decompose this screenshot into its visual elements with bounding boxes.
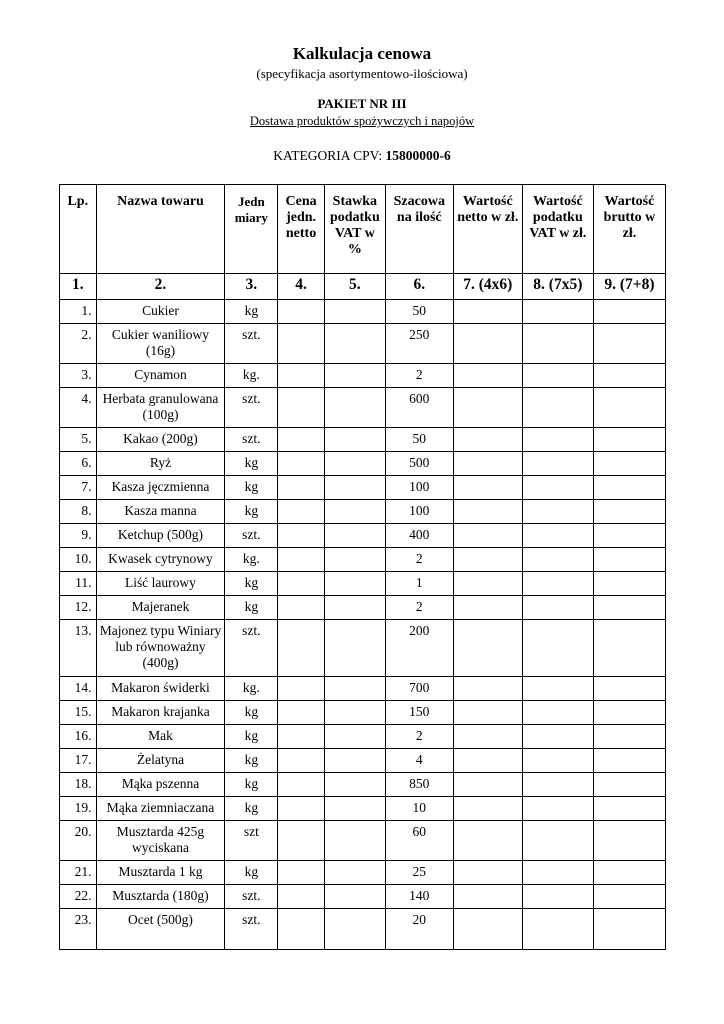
cell-quantity: 2 [385, 725, 453, 749]
col-header-lp: Lp. [60, 185, 97, 274]
table-row [60, 677, 666, 701]
cpv-category [0, 148, 724, 164]
cell-quantity: 20 [385, 909, 453, 950]
cell-unit: kg [225, 749, 278, 773]
cell-lp: 10. [60, 548, 97, 572]
table-row [60, 476, 666, 500]
cell-product-name: Majonez typu Winiary lub równoważny (400g) [96, 620, 225, 677]
col-number: 2. [96, 274, 225, 300]
table-row [60, 861, 666, 885]
cell-net-value [453, 725, 522, 749]
cell-net-value [453, 476, 522, 500]
cell-vat-rate [324, 861, 385, 885]
cell-product-name: Cukier [96, 300, 225, 324]
cell-unit: szt. [225, 885, 278, 909]
cell-unit-price [278, 821, 325, 861]
cell-vat-value [522, 572, 593, 596]
cell-net-value [453, 749, 522, 773]
cell-unit-price [278, 364, 325, 388]
document-subtitle: (specyfikacja asortymentowo-ilościowa) [256, 66, 468, 81]
price-specification-table [59, 184, 666, 950]
table-row [60, 620, 666, 677]
cell-quantity: 50 [385, 300, 453, 324]
table-row [60, 364, 666, 388]
table-row [60, 428, 666, 452]
table-row [60, 500, 666, 524]
cell-product-name: Mąka pszenna [96, 773, 225, 797]
cell-product-name: Cukier waniliowy (16g) [96, 324, 225, 364]
cell-quantity: 600 [385, 388, 453, 428]
cell-unit-price [278, 797, 325, 821]
cell-lp: 19. [60, 797, 97, 821]
table-row [60, 548, 666, 572]
cell-unit-price [278, 500, 325, 524]
cell-lp: 4. [60, 388, 97, 428]
cell-unit-price [278, 773, 325, 797]
cell-vat-rate [324, 500, 385, 524]
col-header-unit: Jedn miary [225, 185, 278, 274]
cell-product-name: Makaron świderki [96, 677, 225, 701]
table-row [60, 725, 666, 749]
cell-quantity: 1 [385, 572, 453, 596]
cell-quantity: 250 [385, 324, 453, 364]
cell-unit-price [278, 452, 325, 476]
cell-unit: szt. [225, 428, 278, 452]
cell-product-name: Musztarda (180g) [96, 885, 225, 909]
cell-unit: szt [225, 821, 278, 861]
cell-unit: kg [225, 572, 278, 596]
cell-quantity: 500 [385, 452, 453, 476]
cell-quantity: 100 [385, 500, 453, 524]
cell-net-value [453, 548, 522, 572]
cell-quantity: 850 [385, 773, 453, 797]
cell-vat-value [522, 388, 593, 428]
cell-vat-value [522, 364, 593, 388]
cell-unit-price [278, 548, 325, 572]
table-row [60, 452, 666, 476]
cell-vat-value [522, 773, 593, 797]
cell-product-name: Kakao (200g) [96, 428, 225, 452]
col-number: 5. [324, 274, 385, 300]
package-number: PAKIET NR III [317, 96, 407, 111]
cell-lp: 18. [60, 773, 97, 797]
cell-net-value [453, 797, 522, 821]
col-header-gross-value: Wartość brutto w zł. [593, 185, 665, 274]
cell-product-name: Kwasek cytrynowy [96, 548, 225, 572]
cell-unit: kg [225, 797, 278, 821]
col-header-net-value: Wartość netto w zł. [453, 185, 522, 274]
table-row [60, 749, 666, 773]
cell-vat-value [522, 300, 593, 324]
cell-gross-value [593, 476, 665, 500]
cell-vat-rate [324, 797, 385, 821]
cell-quantity: 200 [385, 620, 453, 677]
col-number: 7. (4x6) [453, 274, 522, 300]
cpv-code: 15800000-6 [385, 148, 451, 163]
cell-product-name: Ketchup (500g) [96, 524, 225, 548]
col-number: 3. [225, 274, 278, 300]
cell-product-name: Kasza jęczmienna [96, 476, 225, 500]
cell-unit-price [278, 572, 325, 596]
cell-lp: 23. [60, 909, 97, 950]
cell-vat-rate [324, 572, 385, 596]
cell-net-value [453, 596, 522, 620]
cell-lp: 3. [60, 364, 97, 388]
cell-quantity: 10 [385, 797, 453, 821]
col-header-name: Nazwa towaru [96, 185, 225, 274]
table-row [60, 909, 666, 950]
header-row [60, 185, 666, 274]
cell-lp: 1. [60, 300, 97, 324]
cell-vat-value [522, 500, 593, 524]
cell-net-value [453, 773, 522, 797]
cell-unit-price [278, 861, 325, 885]
cell-lp: 17. [60, 749, 97, 773]
cell-product-name: Makaron krajanka [96, 701, 225, 725]
cell-unit: szt. [225, 324, 278, 364]
cell-net-value [453, 701, 522, 725]
cell-unit: szt. [225, 909, 278, 950]
cell-lp: 13. [60, 620, 97, 677]
cell-lp: 12. [60, 596, 97, 620]
cell-gross-value [593, 300, 665, 324]
cell-gross-value [593, 749, 665, 773]
cell-product-name: Mak [96, 725, 225, 749]
cell-gross-value [593, 861, 665, 885]
cell-vat-rate [324, 773, 385, 797]
cell-product-name: Kasza manna [96, 500, 225, 524]
cell-net-value [453, 620, 522, 677]
cell-gross-value [593, 364, 665, 388]
cell-quantity: 100 [385, 476, 453, 500]
table-row [60, 701, 666, 725]
cell-net-value [453, 524, 522, 548]
cell-unit: kg [225, 452, 278, 476]
col-header-quantity: Szacowa na ilość [385, 185, 453, 274]
cell-net-value [453, 364, 522, 388]
cell-gross-value [593, 500, 665, 524]
cell-quantity: 60 [385, 821, 453, 861]
cell-unit-price [278, 428, 325, 452]
cell-vat-value [522, 452, 593, 476]
col-number: 9. (7+8) [593, 274, 665, 300]
cell-unit: kg [225, 701, 278, 725]
cell-net-value [453, 861, 522, 885]
cell-gross-value [593, 324, 665, 364]
col-number: 6. [385, 274, 453, 300]
cell-quantity: 25 [385, 861, 453, 885]
cell-unit-price [278, 620, 325, 677]
cell-gross-value [593, 909, 665, 950]
cell-net-value [453, 428, 522, 452]
cell-product-name: Ocet (500g) [96, 909, 225, 950]
cell-net-value [453, 388, 522, 428]
cell-unit: szt. [225, 620, 278, 677]
cell-unit: kg. [225, 677, 278, 701]
cell-unit: kg [225, 596, 278, 620]
table-row [60, 821, 666, 861]
cell-net-value [453, 572, 522, 596]
cell-unit: szt. [225, 388, 278, 428]
cell-quantity: 2 [385, 596, 453, 620]
cell-net-value [453, 909, 522, 950]
cell-vat-rate [324, 596, 385, 620]
cell-product-name: Herbata granulowana (100g) [96, 388, 225, 428]
cell-quantity: 50 [385, 428, 453, 452]
cell-unit: szt. [225, 524, 278, 548]
cell-lp: 15. [60, 701, 97, 725]
cell-unit: kg [225, 773, 278, 797]
cell-vat-rate [324, 701, 385, 725]
cell-net-value [453, 300, 522, 324]
cell-vat-rate [324, 620, 385, 677]
table-body [60, 300, 666, 950]
cell-gross-value [593, 821, 665, 861]
cell-lp: 5. [60, 428, 97, 452]
cell-gross-value [593, 677, 665, 701]
cell-lp: 8. [60, 500, 97, 524]
cell-product-name: Musztarda 425g wyciskana [96, 821, 225, 861]
cell-gross-value [593, 701, 665, 725]
cell-vat-value [522, 428, 593, 452]
cell-unit-price [278, 388, 325, 428]
cell-lp: 2. [60, 324, 97, 364]
cell-unit: kg [225, 300, 278, 324]
cell-vat-value [522, 797, 593, 821]
cell-quantity: 140 [385, 885, 453, 909]
cell-product-name: Cynamon [96, 364, 225, 388]
cell-vat-value [522, 725, 593, 749]
cell-gross-value [593, 388, 665, 428]
cell-vat-value [522, 324, 593, 364]
cell-unit-price [278, 885, 325, 909]
cell-gross-value [593, 452, 665, 476]
cell-vat-rate [324, 524, 385, 548]
cell-lp: 6. [60, 452, 97, 476]
cell-vat-value [522, 861, 593, 885]
cell-net-value [453, 452, 522, 476]
cell-unit: kg. [225, 548, 278, 572]
cell-vat-rate [324, 909, 385, 950]
cell-unit-price [278, 725, 325, 749]
table-row [60, 797, 666, 821]
cell-unit: kg. [225, 364, 278, 388]
cell-quantity: 150 [385, 701, 453, 725]
cell-lp: 11. [60, 572, 97, 596]
cell-product-name: Musztarda 1 kg [96, 861, 225, 885]
cell-net-value [453, 324, 522, 364]
cell-vat-value [522, 548, 593, 572]
cell-unit-price [278, 476, 325, 500]
col-number: 8. (7x5) [522, 274, 593, 300]
cell-vat-value [522, 701, 593, 725]
cell-lp: 20. [60, 821, 97, 861]
cell-unit-price [278, 324, 325, 364]
cell-vat-rate [324, 300, 385, 324]
cell-quantity: 700 [385, 677, 453, 701]
cell-product-name: Majeranek [96, 596, 225, 620]
cell-unit-price [278, 596, 325, 620]
cell-vat-value [522, 821, 593, 861]
cell-unit-price [278, 749, 325, 773]
table-row [60, 773, 666, 797]
cell-vat-rate [324, 476, 385, 500]
cell-gross-value [593, 548, 665, 572]
cell-net-value [453, 500, 522, 524]
cell-gross-value [593, 524, 665, 548]
cell-lp: 9. [60, 524, 97, 548]
cell-gross-value [593, 797, 665, 821]
col-header-unit-price: Cena jedn. netto [278, 185, 325, 274]
cell-gross-value [593, 428, 665, 452]
cell-vat-rate [324, 388, 385, 428]
cell-lp: 7. [60, 476, 97, 500]
cell-quantity: 4 [385, 749, 453, 773]
cell-gross-value [593, 620, 665, 677]
cpv-label: KATEGORIA CPV: [273, 148, 386, 163]
cell-quantity: 2 [385, 548, 453, 572]
cell-vat-value [522, 885, 593, 909]
cell-gross-value [593, 596, 665, 620]
cell-vat-value [522, 677, 593, 701]
cell-vat-rate [324, 452, 385, 476]
cell-unit: kg [225, 861, 278, 885]
cell-product-name: Liść laurowy [96, 572, 225, 596]
cell-lp: 21. [60, 861, 97, 885]
cell-vat-rate [324, 885, 385, 909]
cell-gross-value [593, 572, 665, 596]
cell-lp: 16. [60, 725, 97, 749]
cell-vat-rate [324, 821, 385, 861]
cell-unit-price [278, 300, 325, 324]
cell-net-value [453, 885, 522, 909]
table-row [60, 388, 666, 428]
table-row [60, 324, 666, 364]
cell-vat-rate [324, 677, 385, 701]
cell-unit-price [278, 677, 325, 701]
cell-product-name: Ryż [96, 452, 225, 476]
cell-gross-value [593, 773, 665, 797]
cell-vat-value [522, 620, 593, 677]
cell-unit: kg [225, 500, 278, 524]
cell-unit: kg [225, 725, 278, 749]
col-header-vat-rate: Stawka podatku VAT w % [324, 185, 385, 274]
cell-vat-rate [324, 364, 385, 388]
column-number-row [60, 274, 666, 300]
cell-unit: kg [225, 476, 278, 500]
col-number: 4. [278, 274, 325, 300]
cell-unit-price [278, 909, 325, 950]
cell-vat-rate [324, 749, 385, 773]
cell-gross-value [593, 885, 665, 909]
cell-vat-value [522, 749, 593, 773]
cell-net-value [453, 821, 522, 861]
col-header-vat-value: Wartość podatku VAT w zł. [522, 185, 593, 274]
cell-vat-rate [324, 548, 385, 572]
cell-vat-value [522, 596, 593, 620]
cell-quantity: 2 [385, 364, 453, 388]
table-row [60, 596, 666, 620]
delivery-description: Dostawa produktów spożywczych i napojów [249, 114, 475, 128]
table-row [60, 524, 666, 548]
document-title: Kalkulacja cenowa [292, 44, 432, 63]
cell-unit-price [278, 701, 325, 725]
cell-lp: 14. [60, 677, 97, 701]
cell-vat-rate [324, 428, 385, 452]
table-row [60, 885, 666, 909]
cell-vat-rate [324, 725, 385, 749]
cell-quantity: 400 [385, 524, 453, 548]
cell-vat-value [522, 476, 593, 500]
cell-product-name: Żelatyna [96, 749, 225, 773]
cell-vat-value [522, 524, 593, 548]
cell-gross-value [593, 725, 665, 749]
cell-product-name: Mąka ziemniaczana [96, 797, 225, 821]
cell-lp: 22. [60, 885, 97, 909]
table-row [60, 300, 666, 324]
cell-vat-rate [324, 324, 385, 364]
cell-vat-value [522, 909, 593, 950]
cell-unit-price [278, 524, 325, 548]
table-row [60, 572, 666, 596]
col-number: 1. [60, 274, 97, 300]
cell-net-value [453, 677, 522, 701]
